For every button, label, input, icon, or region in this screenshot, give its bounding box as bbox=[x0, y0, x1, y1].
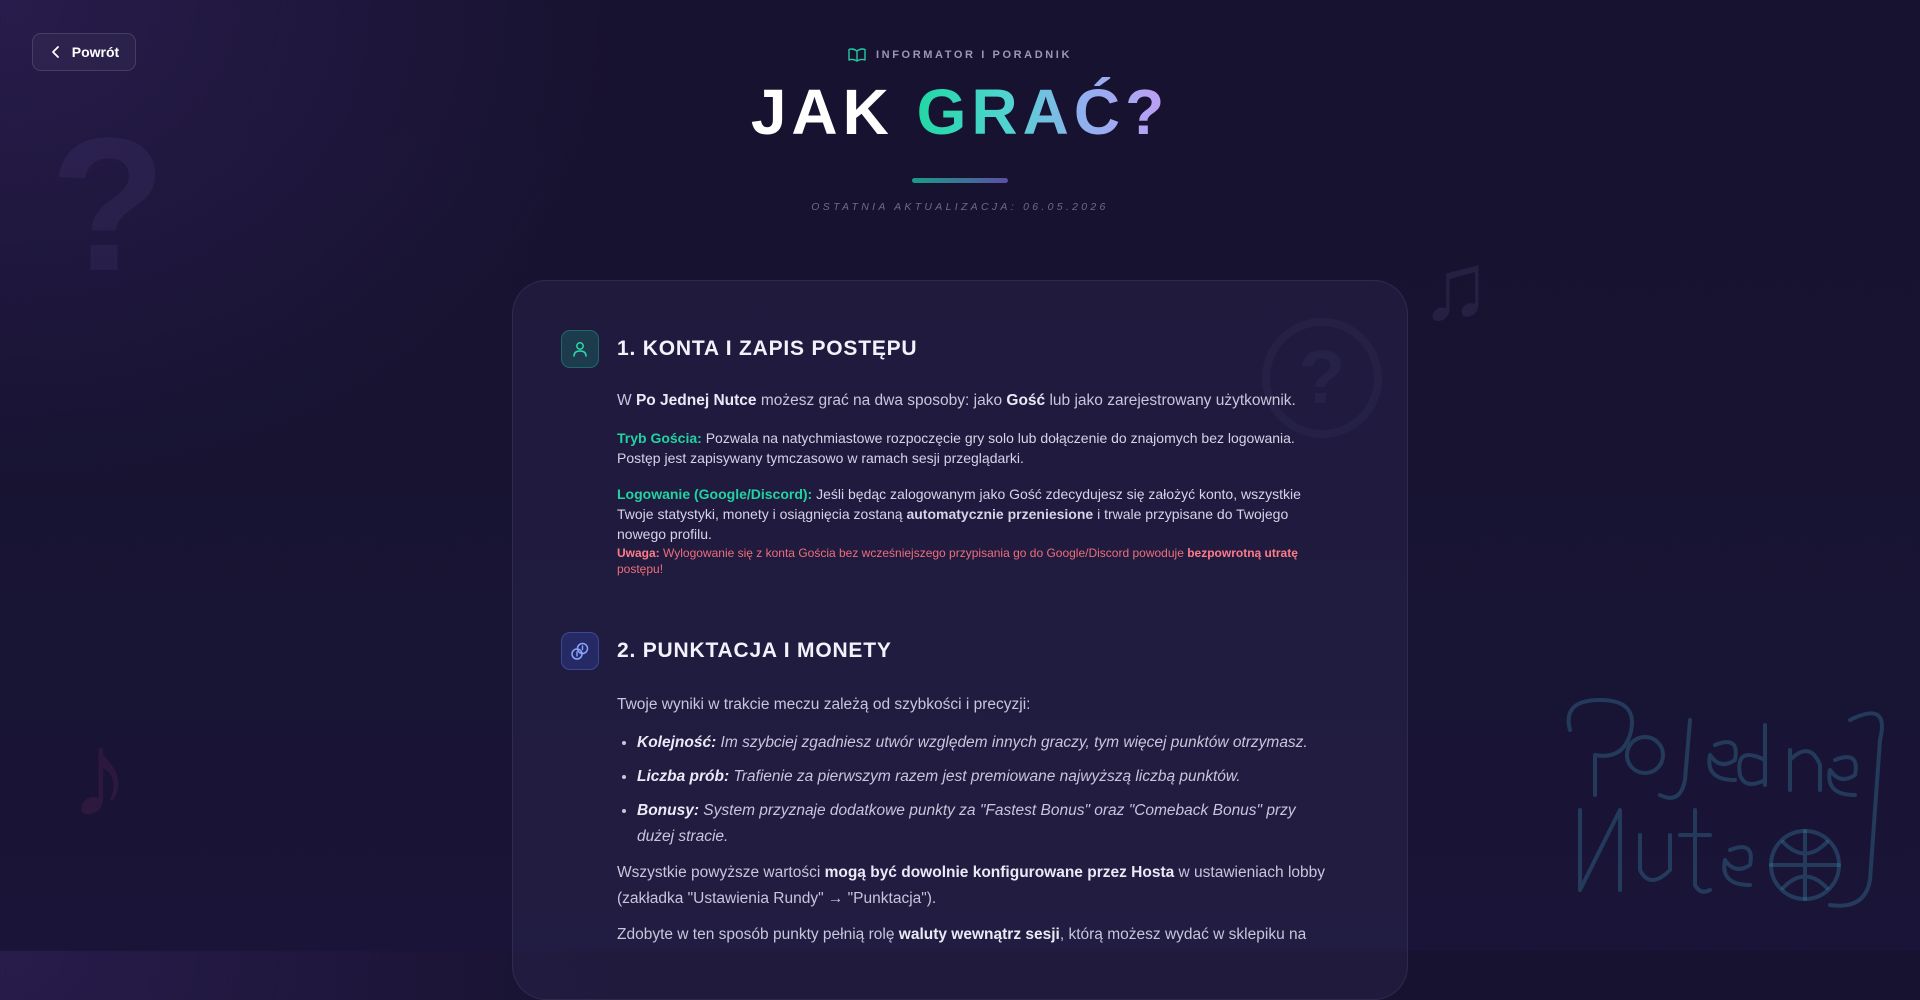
scoring-currency-text: Zdobyte w ten sposób punkty pełnią rolę waluty wewnątrz sesji, którą możesz wydać w sklepiku na bbox=[617, 926, 1307, 943]
section-scoring bbox=[561, 632, 1331, 948]
section-accounts-header bbox=[561, 330, 1331, 368]
logo-graffiti-decoration bbox=[1550, 690, 1890, 930]
content-card bbox=[512, 280, 1408, 1000]
eyebrow bbox=[0, 48, 1920, 62]
scoring-list bbox=[617, 730, 1331, 850]
page-header bbox=[0, 48, 1920, 213]
section-scoring-body bbox=[617, 694, 1331, 948]
user-icon bbox=[571, 340, 589, 358]
music-notes-decoration: ♫ bbox=[1420, 234, 1492, 340]
open-book-icon bbox=[848, 48, 866, 62]
section-accounts-body bbox=[617, 390, 1331, 577]
section-accounts bbox=[561, 330, 1331, 577]
section-scoring-header bbox=[561, 632, 1331, 670]
back-button-label: Powrót bbox=[71, 44, 120, 60]
eyebrow-text: INFORMATOR I PORADNIK bbox=[876, 49, 1072, 61]
page-title bbox=[0, 76, 1920, 148]
guest-mode-text: Tryb Gościa: Pozwala na natychmiastowe rozpoczęcie gry solo lub dołączenie do znajomych bez logowania. Postęp jest zapisywany tymczasowo w ramach sesji przeglądarki. bbox=[617, 430, 1295, 466]
list-item: • Kolejność: Im szybciej zgadniesz utwór względem innych graczy, tym więcej punktów otrzymasz. bbox=[637, 730, 1331, 756]
list-item: • Bonusy: System przyznaje dodatkowe punkty za "Fastest Bonus" oraz "Comeback Bonus" przy dużej stracie. bbox=[637, 798, 1331, 850]
page-title-part2: GRAĆ? bbox=[916, 76, 1170, 148]
scoring-config-text: Wszystkie powyższe wartości mogą być dowolnie konfigurowane przez Hosta w ustawieniach lobby (zakładka "Ustawienia Rundy" → "Punktacja"). bbox=[617, 864, 1326, 907]
list-item: • Liczba prób: Trafienie za pierwszym razem jest premiowane najwyższą liczbą punktów. bbox=[637, 764, 1331, 790]
coins-icon bbox=[570, 641, 590, 661]
accounts-intro: W Po Jednej Nutce możesz grać na dwa sposoby: jako Gość lub jako zarejestrowany użytkownik. bbox=[617, 392, 1296, 409]
warning-text: Uwaga: Wylogowanie się z konta Gościa bez wcześniejszego przypisania go do Google/Discord powoduje bezpowrotną utratę postępu! bbox=[617, 546, 1298, 576]
section-scoring-icon-box bbox=[561, 632, 599, 670]
last-updated: OSTATNIA AKTUALIZACJA: 06.05.2026 bbox=[811, 201, 1109, 213]
section-scoring-title: 2. PUNKTACJA I MONETY bbox=[617, 639, 892, 662]
music-note-decoration: ♪ bbox=[70, 708, 130, 842]
scoring-intro: Twoje wyniki w trakcie meczu zależą od szybkości i precyzji: bbox=[617, 696, 1031, 713]
login-text: Logowanie (Google/Discord): Jeśli będąc zalogowanym jako Gość zdecydujesz się założyć konto, wszystkie Twoje statystyki, monety i osiągnięcia zostaną automatycznie przeniesione i trwale przypisane do Twojego nowego profilu. bbox=[617, 486, 1301, 542]
section-accounts-icon-box bbox=[561, 330, 599, 368]
page-title-part1: JAK bbox=[750, 76, 917, 148]
section-accounts-title: 1. KONTA I ZAPIS POSTĘPU bbox=[617, 337, 918, 360]
question-mark-decoration: ? bbox=[50, 99, 167, 311]
title-divider bbox=[912, 178, 1008, 183]
